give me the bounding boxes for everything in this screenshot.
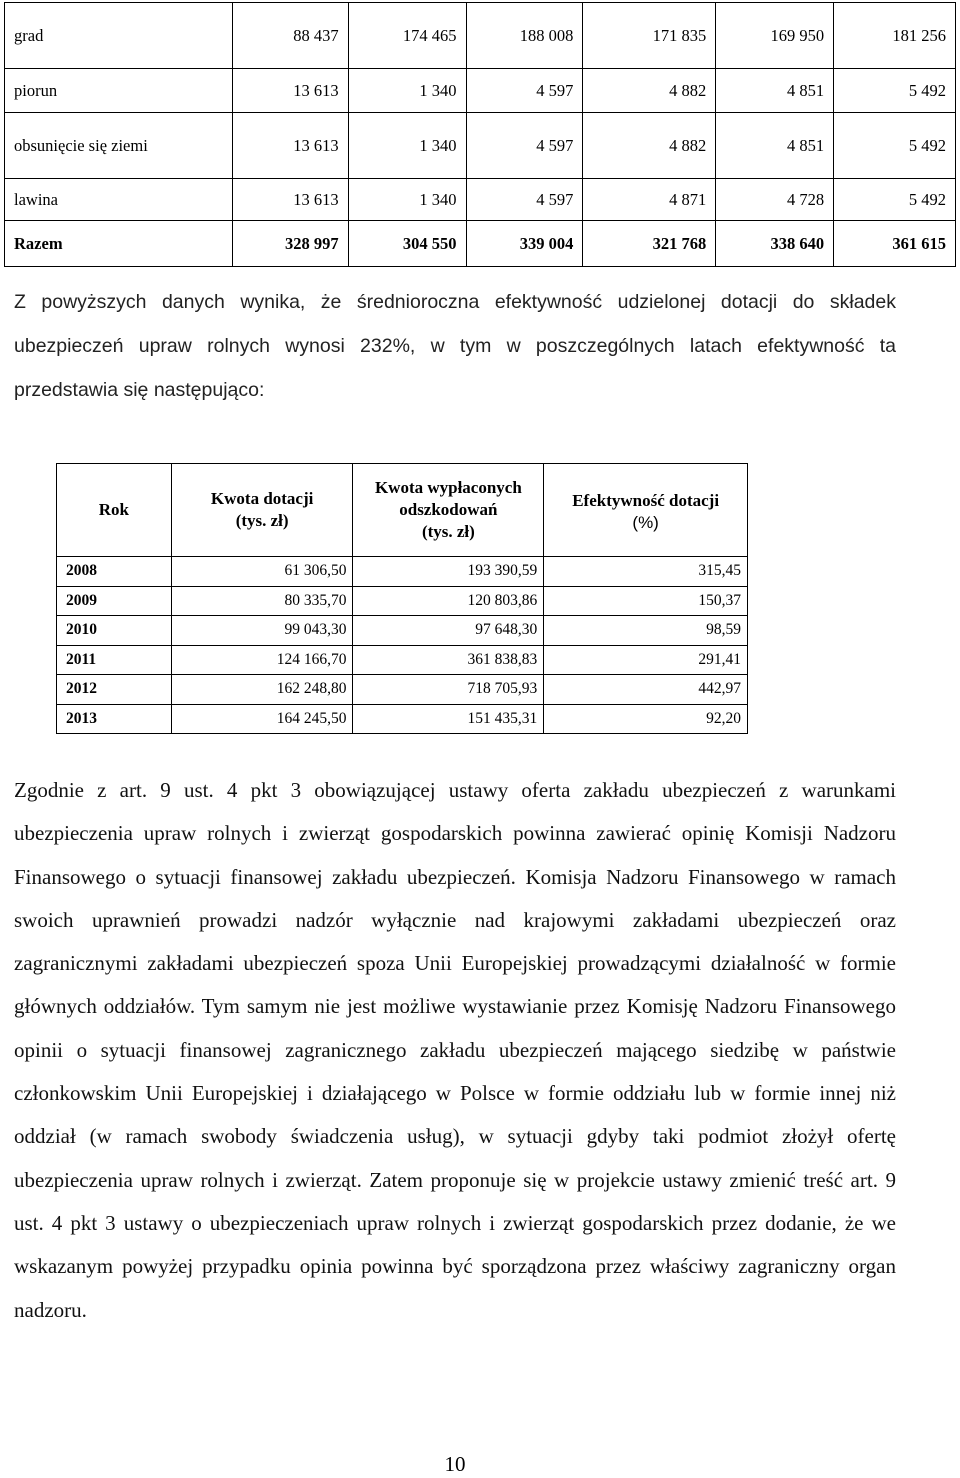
cell-efficiency: 92,20: [544, 704, 748, 734]
row-value: 4 728: [716, 179, 834, 221]
header-subsidy-line1: Kwota dotacji: [210, 489, 314, 508]
row-label: obsunięcie się ziemi: [5, 113, 233, 179]
row-value: 4 882: [583, 113, 716, 179]
row-value: 181 256: [834, 3, 956, 69]
table-row: [5, 221, 956, 267]
row-value: 304 550: [348, 221, 466, 267]
row-value: 4 882: [583, 69, 716, 113]
row-value: 1 340: [348, 69, 466, 113]
row-value: 4 597: [466, 179, 583, 221]
paragraph-efficiency-intro: Z powyższych danych wynika, że średnioroczna efektywność udzielonej dotacji do składek ubezpieczeń upraw rolnych wynosi 232%, w tym w poszczególnych latach efektywność ta przedstawia się następująco:: [14, 291, 896, 401]
paragraph-legal-note: Zgodnie z art. 9 ust. 4 pkt 3 obowiązującej ustawy oferta zakładu ubezpieczeń z warunkami ubezpieczenia upraw rolnych i zwierząt gospodarskich powinna zawierać opinię Komisji Nadzoru Finansowego o sytuacji finansowej zakładu ubezpieczeń. Komisja Nadzoru Finansowego w ramach swoich uprawnień prowadzi nadzór wyłącznie nad krajowymi zakładami ubezpieczeń oraz zagranicznymi zakładami ubezpieczeń spoza Unii Europejskiej prowadzącymi działalność w formie głównych oddziałów. Tym samym nie jest możliwe wystawianie przez Komisję Nadzoru Finansowego opinii o sytuacji finansowej zagranicznego zakładu ubezpieczeń mającego siedzibę w państwie członkowskim Unii Europejskiej i działającego w Polsce w formie oddziału lub w formie innej niż oddział (w ramach swobody świadczenia usług), w sytuacji gdyby taki podmiot złożył ofertę ubezpieczenia upraw rolnych i zwierząt. Zatem proponuje się w projekcie ustawy zmienić treść art. 9 ust. 4 pkt 3 ustawy o ubezpieczeniach upraw rolnych i zwierząt gospodarskich przez dodanie, że we wskazanym powyżej przypadku opinia powinna być sporządzona przez właściwy zagraniczny organ nadzoru.: [14, 778, 896, 1322]
cell-subsidy: 80 335,70: [171, 586, 353, 616]
row-value: 328 997: [232, 221, 348, 267]
row-label: lawina: [5, 179, 233, 221]
row-value: 1 340: [348, 179, 466, 221]
header-year: Rok: [57, 464, 172, 557]
header-compensation-line3: (tys. zł): [421, 522, 475, 541]
header-subsidy-line2: (tys. zł): [235, 511, 289, 530]
row-label: grad: [5, 3, 233, 69]
table-row: [57, 586, 748, 616]
cell-efficiency: 291,41: [544, 645, 748, 675]
cell-year: 2009: [57, 586, 172, 616]
table-row: [57, 675, 748, 705]
cell-compensation: 120 803,86: [353, 586, 544, 616]
row-value: 4 871: [583, 179, 716, 221]
table-row: [5, 69, 956, 113]
row-value: 169 950: [716, 3, 834, 69]
table-row: [57, 557, 748, 587]
row-label: piorun: [5, 69, 233, 113]
row-value: 171 835: [583, 3, 716, 69]
header-compensation-line2: odszkodowań: [399, 500, 498, 519]
row-value: 321 768: [583, 221, 716, 267]
cell-subsidy: 61 306,50: [171, 557, 353, 587]
table-row: [5, 179, 956, 221]
row-value: 5 492: [834, 69, 956, 113]
row-value: 5 492: [834, 179, 956, 221]
row-value: 4 851: [716, 113, 834, 179]
cell-compensation: 97 648,30: [353, 616, 544, 646]
row-value: 4 597: [466, 69, 583, 113]
cell-year: 2011: [57, 645, 172, 675]
cell-subsidy: 124 166,70: [171, 645, 353, 675]
row-value: 13 613: [232, 69, 348, 113]
table-row: [57, 704, 748, 734]
row-value: 13 613: [232, 179, 348, 221]
cell-year: 2013: [57, 704, 172, 734]
header-compensation-line1: Kwota wypłaconych: [374, 478, 522, 497]
cell-subsidy: 164 245,50: [171, 704, 353, 734]
cell-compensation: 193 390,59: [353, 557, 544, 587]
cell-year: 2012: [57, 675, 172, 705]
table-row: [5, 113, 956, 179]
cell-efficiency: 98,59: [544, 616, 748, 646]
header-efficiency-line2: (%): [632, 513, 659, 532]
header-subsidy: [171, 464, 353, 557]
row-value: 188 008: [466, 3, 583, 69]
table-row: [5, 3, 956, 69]
row-value: 174 465: [348, 3, 466, 69]
cell-compensation: 718 705,93: [353, 675, 544, 705]
row-value: 338 640: [716, 221, 834, 267]
header-compensation: [353, 464, 544, 557]
efficiency-table: [56, 463, 748, 734]
cell-year: 2010: [57, 616, 172, 646]
row-value: 4 851: [716, 69, 834, 113]
row-value: 5 492: [834, 113, 956, 179]
cell-year: 2008: [57, 557, 172, 587]
row-value: 88 437: [232, 3, 348, 69]
cell-efficiency: 315,45: [544, 557, 748, 587]
table-row: [57, 616, 748, 646]
row-value: 1 340: [348, 113, 466, 179]
cell-efficiency: 150,37: [544, 586, 748, 616]
cell-compensation: 151 435,31: [353, 704, 544, 734]
row-label: Razem: [5, 221, 233, 267]
damage-table: [4, 2, 956, 267]
cell-compensation: 361 838,83: [353, 645, 544, 675]
cell-subsidy: 162 248,80: [171, 675, 353, 705]
header-efficiency: [544, 464, 748, 557]
header-efficiency-line1: Efektywność dotacji: [572, 491, 720, 510]
row-value: 4 597: [466, 113, 583, 179]
row-value: 13 613: [232, 113, 348, 179]
table-row: [57, 645, 748, 675]
row-value: 339 004: [466, 221, 583, 267]
row-value: 361 615: [834, 221, 956, 267]
cell-efficiency: 442,97: [544, 675, 748, 705]
page-number: 10: [444, 1452, 466, 1476]
cell-subsidy: 99 043,30: [171, 616, 353, 646]
